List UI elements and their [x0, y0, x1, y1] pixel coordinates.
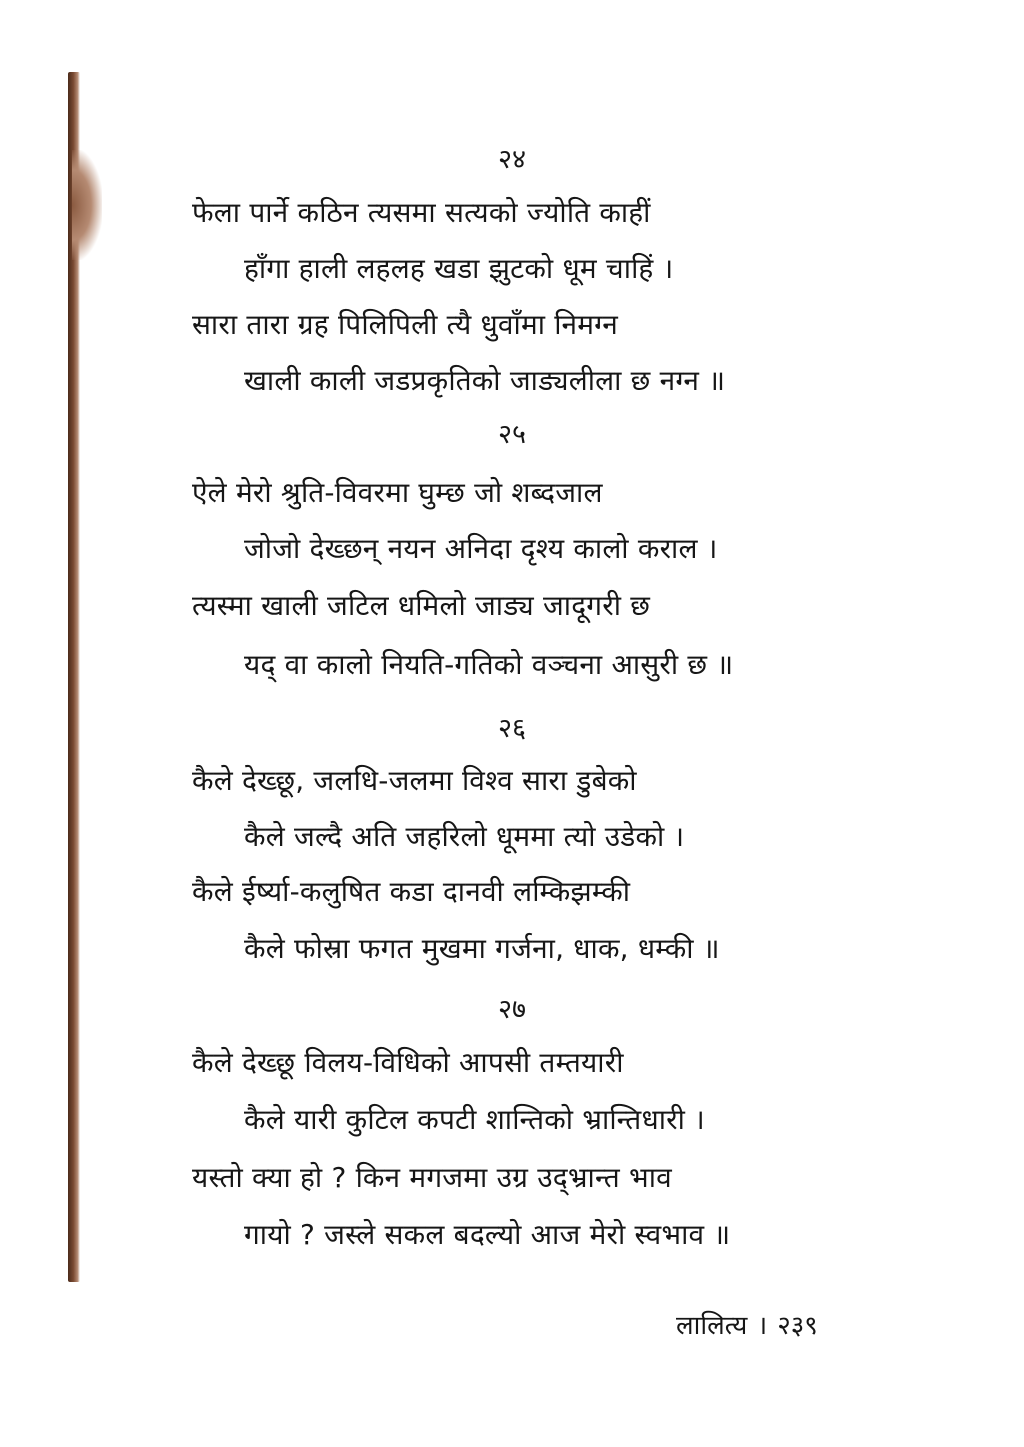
verse-line: गायो ? जस्ले सकल बदल्यो आज मेरो स्वभाव ॥ — [244, 1218, 731, 1251]
verse-line: कैले ईर्ष्या-कलुषित कडा दानवी लम्किझम्की — [192, 875, 631, 908]
verse-line: यस्तो क्या हो ? किन मगजमा उग्र उद्भ्रान्त भाव — [192, 1161, 672, 1194]
verse-line: कैले जल्दै अति जहरिलो धूममा त्यो उडेको । — [244, 820, 685, 853]
verse-line: खाली काली जडप्रकृतिको जाड्यलीला छ नग्न ॥ — [244, 364, 726, 397]
verse-line: यद् वा कालो नियति-गतिको वञ्चना आसुरी छ ॥ — [244, 648, 734, 681]
verse-line: सारा तारा ग्रह पिलिपिली त्यै धुवाँमा निमग्न — [192, 308, 618, 341]
verse-line: कैले देख्छू विलय-विधिको आपसी तम्तयारी — [192, 1046, 624, 1079]
page-number: २३९ — [777, 1311, 818, 1341]
verse-line: कैले फोस्रा फगत मुखमा गर्जना, धाक, धम्की ॥ — [244, 932, 720, 965]
stanza-number: २७ — [497, 994, 527, 1025]
page-footer — [676, 1308, 818, 1344]
stanza-number: २४ — [497, 144, 527, 175]
verse-line: कैले यारी कुटिल कपटी शान्तिको भ्रान्तिधारी । — [244, 1103, 705, 1136]
verse-line: जोजो देख्छन् नयन अनिदा दृश्य कालो कराल । — [244, 532, 718, 565]
stanza-number: २६ — [497, 713, 527, 744]
verse-line: त्यस्मा खाली जटिल धमिलो जाड्य जादूगरी छ — [192, 589, 651, 622]
footer-separator: । — [757, 1311, 768, 1341]
verse-line: कैले देख्छू, जलधि-जलमा विश्व सारा डुबेको — [192, 764, 637, 797]
verse-line: हाँगा हाली लहलह खडा झुटको धूम चाहिं । — [244, 252, 674, 285]
book-title: लालित्य — [676, 1311, 748, 1341]
stanza-number: २५ — [497, 419, 527, 450]
verse-line: ऐले मेरो श्रुति-विवरमा घुम्छ जो शब्दजाल — [192, 476, 603, 509]
verse-line: फेला पार्ने कठिन त्यसमा सत्यको ज्योति काहीं — [192, 196, 651, 229]
